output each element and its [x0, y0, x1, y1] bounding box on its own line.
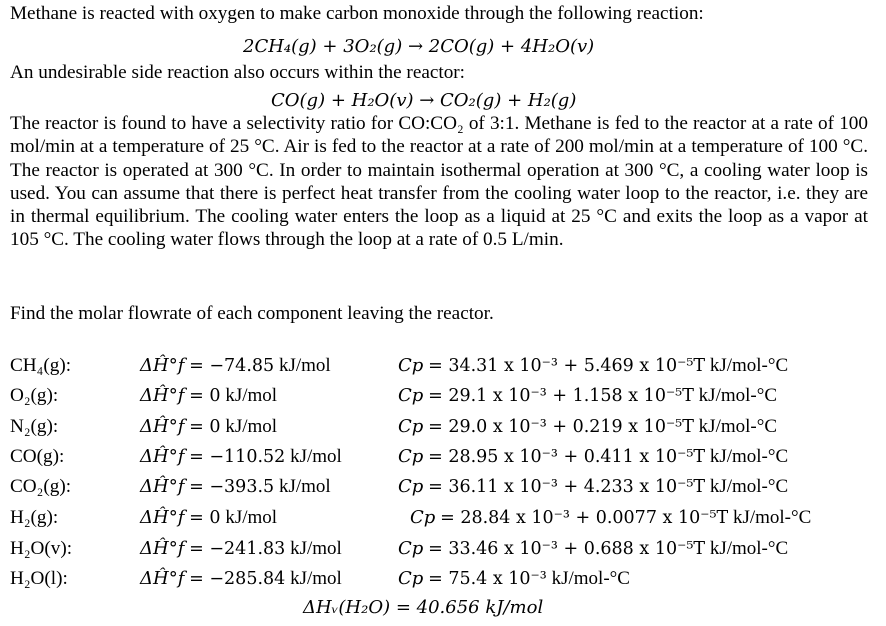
enthalpy-of-formation	[140, 414, 277, 440]
hf-unit: kJ/mol	[278, 476, 331, 497]
hf-unit: kJ/mol	[225, 507, 278, 528]
hf-value: = −241.83	[189, 539, 286, 559]
hf-symbol: ΔĤ°f	[140, 507, 185, 528]
cp-symbol: Cp	[398, 476, 424, 497]
problem-paragraph: The reactor is found to have a selectivity ratio for CO:CO₂ of 3:1. Methane is fed to the reactor at a rate of 100 mol/min at a temperature of 25 °C. Air is fed to the reactor at a rate of 200 mol/min at a temperature of 100 °C. The reactor is operated at 300 °C. In order to maintain isothermal operation at 300 °C, a cooling water loop is used. You can assume that there is perfect heat transfer from the cooling water loop to the reactor, i.e. they are in thermal equilibrium. The cooling water enters the loop as a liquid at 25 °C and exits the loop as a vapor at 105 °C. The cooling water flows through the loop at a rate of 0.5 L/min.	[10, 113, 868, 251]
species-label: CO(g):	[10, 446, 65, 467]
cp-expression: = 75.4 x 10⁻³	[428, 569, 547, 589]
heat-capacity	[398, 353, 788, 379]
table-row	[10, 536, 886, 561]
heat-of-vaporization: ΔHᵥ(H₂O) = 40.656 kJ/mol	[303, 597, 544, 618]
hf-value: = 0	[189, 417, 221, 437]
hf-value: = 0	[189, 508, 221, 528]
enthalpy-of-formation	[140, 505, 277, 531]
hf-symbol: ΔĤ°f	[140, 538, 185, 559]
table-row	[10, 383, 886, 408]
enthalpy-of-formation	[140, 566, 342, 592]
cp-unit: kJ/mol-°C	[698, 416, 778, 437]
cp-symbol: Cp	[398, 446, 424, 467]
species-label: CO₂(g):	[10, 476, 72, 497]
cp-expression: = 28.84 x 10⁻³ + 0.0077 x 10⁻⁵T	[440, 508, 729, 528]
hf-value: = −393.5	[189, 477, 275, 497]
hf-unit: kJ/mol	[290, 568, 342, 589]
cp-expression: = 28.95 x 10⁻³ + 0.411 x 10⁻⁵T	[428, 447, 706, 467]
heat-capacity	[398, 566, 630, 592]
main-reaction-equation: 2CH₄(g) + 3O₂(g) → 2CO(g) + 4H₂O(v)	[243, 36, 595, 57]
table-row	[10, 444, 886, 469]
intro-line-2: An undesirable side reaction also occurs within the reactor:	[10, 62, 466, 83]
hf-unit: kJ/mol	[225, 416, 278, 437]
cp-symbol: Cp	[398, 416, 424, 437]
enthalpy-of-formation	[140, 383, 277, 409]
cp-unit: kJ/mol-°C	[732, 507, 812, 528]
enthalpy-of-formation	[140, 536, 342, 562]
cp-expression: = 29.0 x 10⁻³ + 0.219 x 10⁻⁵T	[428, 417, 694, 437]
heat-capacity	[398, 536, 788, 562]
species-label: H₂(g):	[10, 507, 59, 528]
heat-capacity	[398, 414, 777, 440]
table-row	[10, 414, 886, 439]
cp-unit: kJ/mol-°C	[551, 568, 630, 589]
heat-capacity	[410, 505, 811, 531]
heat-capacity	[398, 383, 777, 409]
hf-symbol: ΔĤ°f	[140, 385, 185, 406]
hf-value: = −110.52	[189, 447, 286, 467]
cp-unit: kJ/mol-°C	[709, 538, 789, 559]
question-text: Find the molar flowrate of each component leaving the reactor.	[10, 303, 494, 324]
cp-symbol: Cp	[398, 385, 424, 406]
species-label: H₂O(v):	[10, 538, 73, 559]
table-row	[10, 505, 886, 530]
table-row	[10, 566, 886, 591]
species-label: H₂O(l):	[10, 568, 68, 589]
cp-unit: kJ/mol-°C	[698, 385, 778, 406]
hf-symbol: ΔĤ°f	[140, 446, 185, 467]
intro-line-1: Methane is reacted with oxygen to make carbon monoxide through the following reaction:	[10, 3, 704, 24]
cp-expression: = 29.1 x 10⁻³ + 1.158 x 10⁻⁵T	[428, 386, 694, 406]
species-label: CH₄(g):	[10, 355, 72, 376]
table-row	[10, 353, 886, 378]
cp-symbol: Cp	[398, 538, 424, 559]
cp-unit: kJ/mol-°C	[709, 476, 789, 497]
table-row	[10, 474, 886, 499]
species-label: O₂(g):	[10, 385, 59, 406]
hf-symbol: ΔĤ°f	[140, 355, 185, 376]
enthalpy-of-formation	[140, 353, 331, 379]
cp-expression: = 34.31 x 10⁻³ + 5.469 x 10⁻⁵T	[428, 356, 706, 376]
cp-symbol: Cp	[410, 507, 436, 528]
cp-expression: = 33.46 x 10⁻³ + 0.688 x 10⁻⁵T	[428, 539, 706, 559]
hf-value: = 0	[189, 386, 221, 406]
hf-value: = −74.85	[189, 356, 275, 376]
side-reaction-equation: CO(g) + H₂O(v) → CO₂(g) + H₂(g)	[271, 90, 577, 111]
enthalpy-of-formation	[140, 444, 342, 470]
cp-symbol: Cp	[398, 568, 424, 589]
hf-unit: kJ/mol	[290, 538, 342, 559]
cp-unit: kJ/mol-°C	[709, 355, 789, 376]
hf-symbol: ΔĤ°f	[140, 476, 185, 497]
cp-symbol: Cp	[398, 355, 424, 376]
hf-unit: kJ/mol	[290, 446, 342, 467]
hf-unit: kJ/mol	[225, 385, 278, 406]
hf-value: = −285.84	[189, 569, 286, 589]
heat-capacity	[398, 444, 788, 470]
hf-symbol: ΔĤ°f	[140, 568, 185, 589]
heat-capacity	[398, 474, 788, 500]
species-label: N₂(g):	[10, 416, 59, 437]
cp-unit: kJ/mol-°C	[709, 446, 789, 467]
hf-unit: kJ/mol	[278, 355, 331, 376]
cp-expression: = 36.11 x 10⁻³ + 4.233 x 10⁻⁵T	[428, 477, 706, 497]
hf-symbol: ΔĤ°f	[140, 416, 185, 437]
enthalpy-of-formation	[140, 474, 331, 500]
